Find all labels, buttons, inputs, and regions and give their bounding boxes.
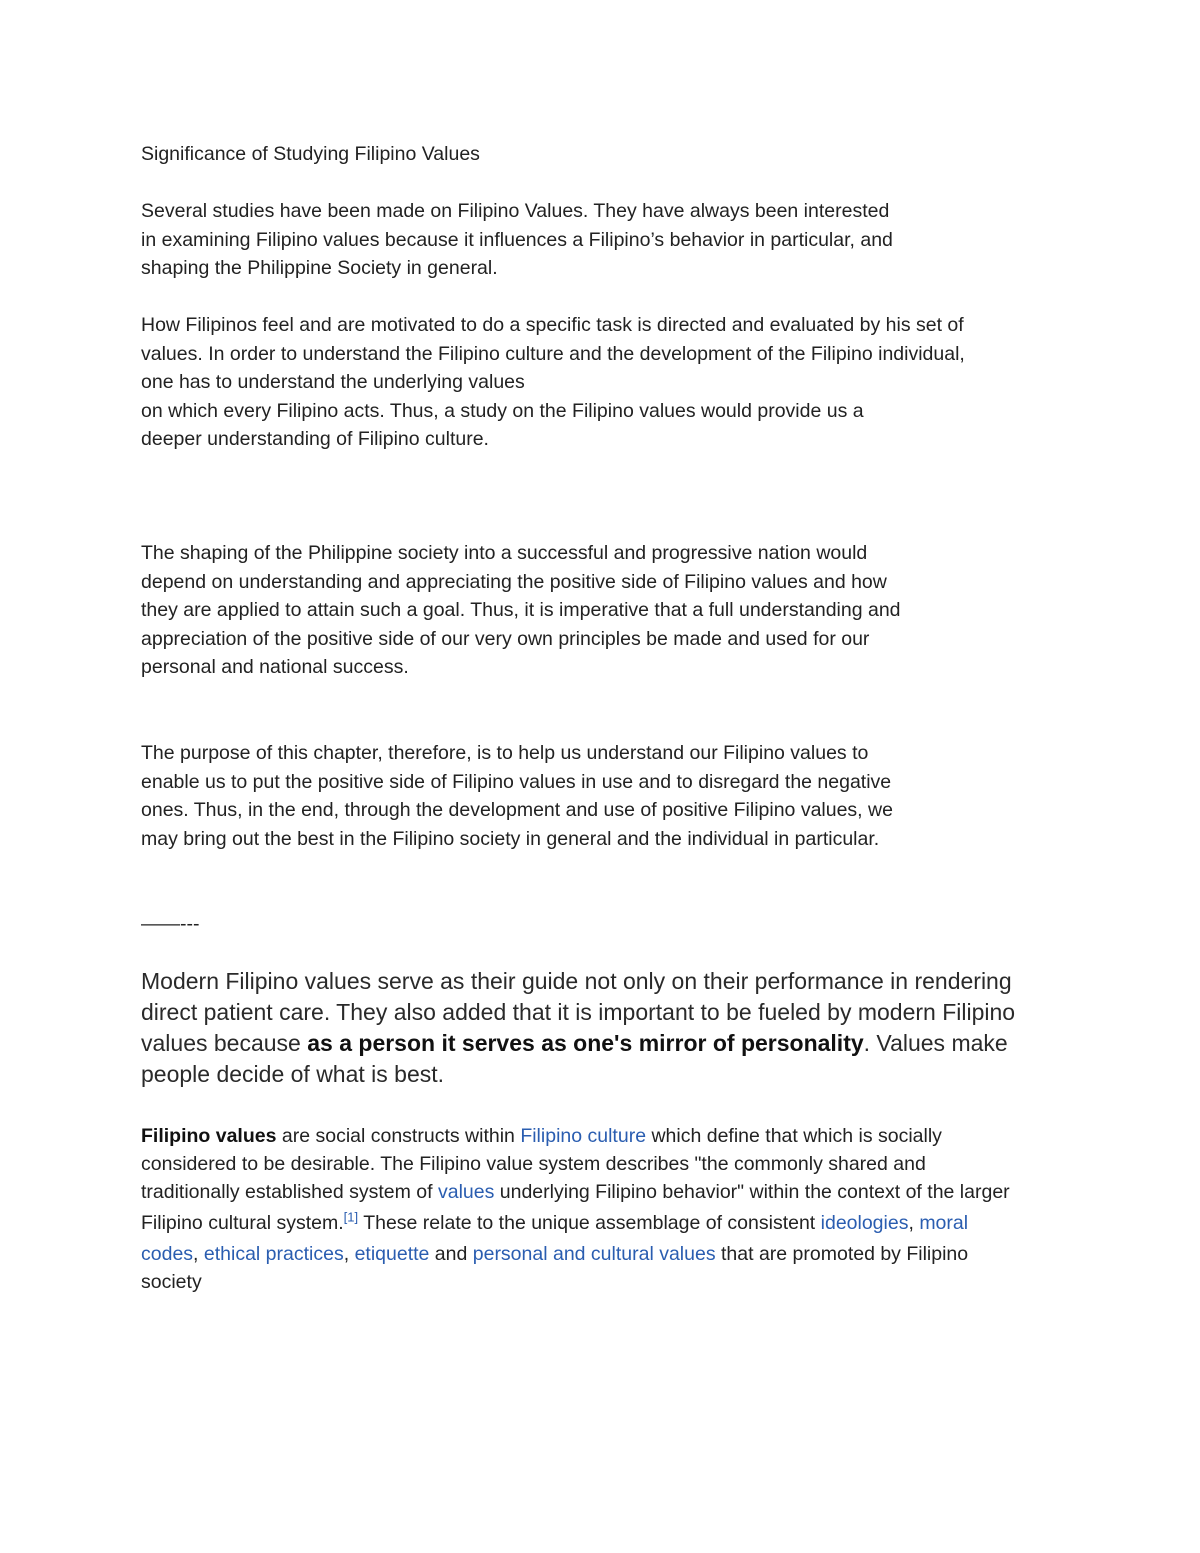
document-title — [141, 140, 480, 169]
paragraph-line: ones. Thus, in the end, through the development and use of positive Filipino values, we — [141, 799, 893, 821]
paragraph-4 — [141, 739, 893, 853]
text-run: which define that which is socially — [646, 1125, 942, 1147]
paragraph-line: on which every Filipino acts. Thus, a study on the Filipino values would provide us a — [141, 399, 864, 422]
link-ideologies[interactable]: ideologies — [820, 1212, 909, 1234]
paragraph-line — [141, 1178, 1010, 1206]
divider-text: ——--- — [141, 913, 200, 935]
paragraph-line: society — [141, 1271, 202, 1293]
paragraph-line: depend on understanding and appreciating the positive side of Filipino values and how — [141, 570, 887, 593]
section-divider — [141, 910, 199, 939]
text-run: and — [429, 1243, 473, 1265]
paragraph-3 — [141, 539, 901, 682]
paragraph-line: Several studies have been made on Filipino Values. They have always been interested — [141, 200, 890, 222]
paragraph-6 — [141, 1122, 1010, 1296]
link-filipino-culture[interactable]: Filipino culture — [520, 1125, 647, 1147]
link-ethical-practices[interactable]: ethical practices — [203, 1243, 344, 1265]
paragraph-line: deeper understanding of Filipino culture. — [141, 428, 489, 450]
link-etiquette[interactable]: etiquette — [354, 1243, 430, 1265]
link-moral-codes-continued[interactable]: codes — [141, 1243, 194, 1265]
paragraph-1 — [141, 197, 893, 283]
paragraph-2 — [141, 311, 965, 454]
paragraph-line: one has to understand the underlying values — [141, 371, 525, 393]
link-personal-cultural-values[interactable]: personal and cultural values — [472, 1243, 716, 1265]
paragraph-line — [141, 1240, 1010, 1268]
text-run: underlying Filipino behavior" within the context of the larger — [494, 1181, 1010, 1203]
paragraph-line: personal and national success. — [141, 656, 409, 678]
text-run: , — [193, 1243, 204, 1265]
paragraph-line — [141, 1122, 1010, 1150]
paragraph-line: people decide of what is best. — [141, 1061, 445, 1087]
paragraph-line: enable us to put the positive side of Filipino values in use and to disregard the negative — [141, 770, 892, 793]
title-text: Significance of Studying Filipino Values — [141, 143, 480, 165]
link-values[interactable]: values — [437, 1181, 495, 1203]
bold-phrase: as a person it serves as one's mirror of personality — [307, 1030, 864, 1056]
paragraph-line — [141, 1028, 1015, 1059]
text-run: , — [343, 1243, 355, 1265]
text-run: are social constructs within — [276, 1125, 521, 1147]
link-moral-codes[interactable]: moral — [919, 1212, 969, 1234]
bold-term: Filipino values — [141, 1125, 277, 1147]
paragraph-line: in examining Filipino values because it influences a Filipino’s behavior in particular, and — [141, 228, 893, 251]
text-run: values because — [141, 1030, 308, 1056]
paragraph-line: they are applied to attain such a goal. Thus, it is imperative that a full understanding and — [141, 599, 901, 621]
paragraph-line: The purpose of this chapter, therefore, is to help us understand our Filipino values to — [141, 742, 869, 764]
paragraph-line: values. In order to understand the Filipino culture and the development of the Filipino individual, — [141, 342, 965, 365]
paragraph-line: may bring out the best in the Filipino society in general and the individual in particular. — [141, 827, 880, 850]
paragraph-line: The shaping of the Philippine society into a successful and progressive nation would — [141, 542, 868, 564]
text-run: , — [908, 1212, 920, 1234]
paragraph-5 — [141, 966, 1015, 1090]
text-run: . Values make — [863, 1030, 1008, 1056]
citation-link[interactable]: [1] — [343, 1209, 359, 1225]
paragraph-line: appreciation of the positive side of our very own principles be made and used for our — [141, 627, 870, 650]
paragraph-line: Modern Filipino values serve as their guide not only on their performance in rendering — [141, 968, 1012, 994]
text-run: Filipino cultural system. — [141, 1212, 344, 1234]
paragraph-line: considered to be desirable. The Filipino value system describes "the commonly shared and — [141, 1153, 926, 1175]
text-run: that are promoted by Filipino — [715, 1243, 969, 1265]
paragraph-line: direct patient care. They also added that it is important to be fueled by modern Filipino — [141, 999, 1016, 1025]
text-run: These relate to the unique assemblage of consistent — [358, 1212, 821, 1234]
paragraph-line: How Filipinos feel and are motivated to do a specific task is directed and evaluated by his set of — [141, 314, 964, 336]
text-run: traditionally established system of — [141, 1181, 438, 1203]
paragraph-line: shaping the Philippine Society in general. — [141, 257, 498, 279]
paragraph-line — [141, 1206, 1010, 1240]
